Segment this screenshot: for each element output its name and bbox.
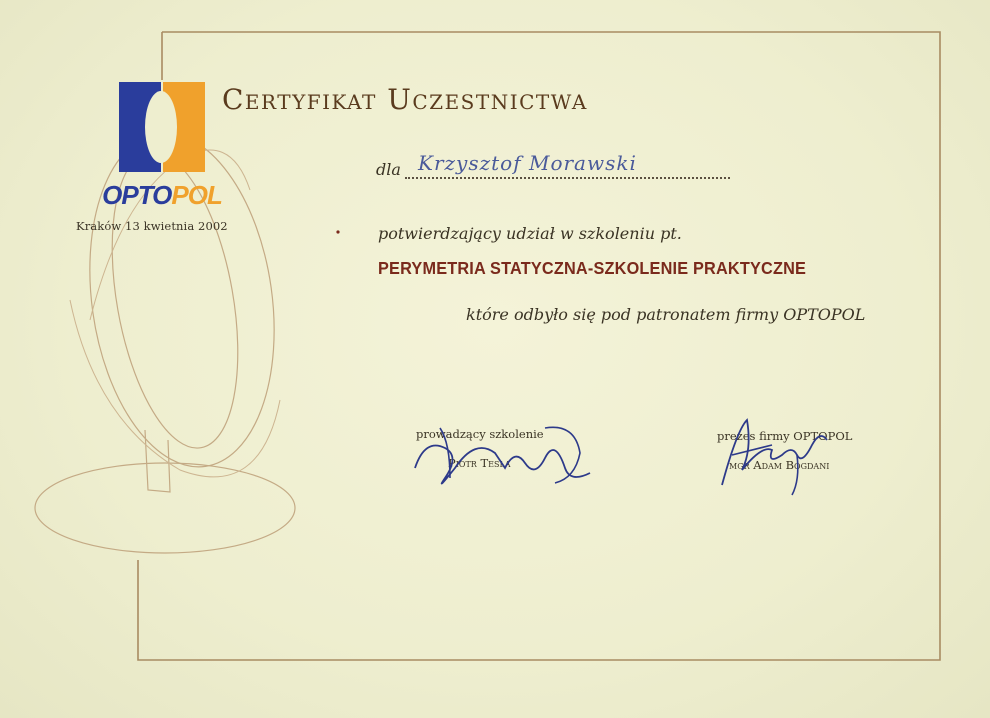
sculpture-base-ellipse [35,463,295,553]
course-title: PERYMETRIA STATYCZNA-SZKOLENIE PRAKTYCZNE [378,258,807,278]
optopol-logo [102,82,222,212]
signatory-1-name: Piotr Tesla [448,456,511,470]
confirmation-text: potwierdzający udział w szkoleniu pt. [378,224,682,243]
signature-2 [712,410,852,500]
signatory-2-name: mgr Adam Bogdani [729,458,830,472]
patronage-text: które odbyło się pod patronatem firmy OPTOPOL [466,305,866,324]
recipient-name: Krzysztof Morawski [418,151,637,175]
issue-place-date: Kraków 13 kwietnia 2002 [76,219,228,233]
signatory-1-role: prowadzący szkolenie [416,427,544,441]
signature-1 [405,408,605,498]
recipient-prefix: dla [376,160,401,179]
frame-border [138,32,940,660]
signatory-2-role: prezes firmy OPTOPOL [717,429,853,443]
certificate-title: Certyfikat Uczestnictwa [222,83,588,116]
logo-wordmark: OPTOPOL [102,180,222,210]
